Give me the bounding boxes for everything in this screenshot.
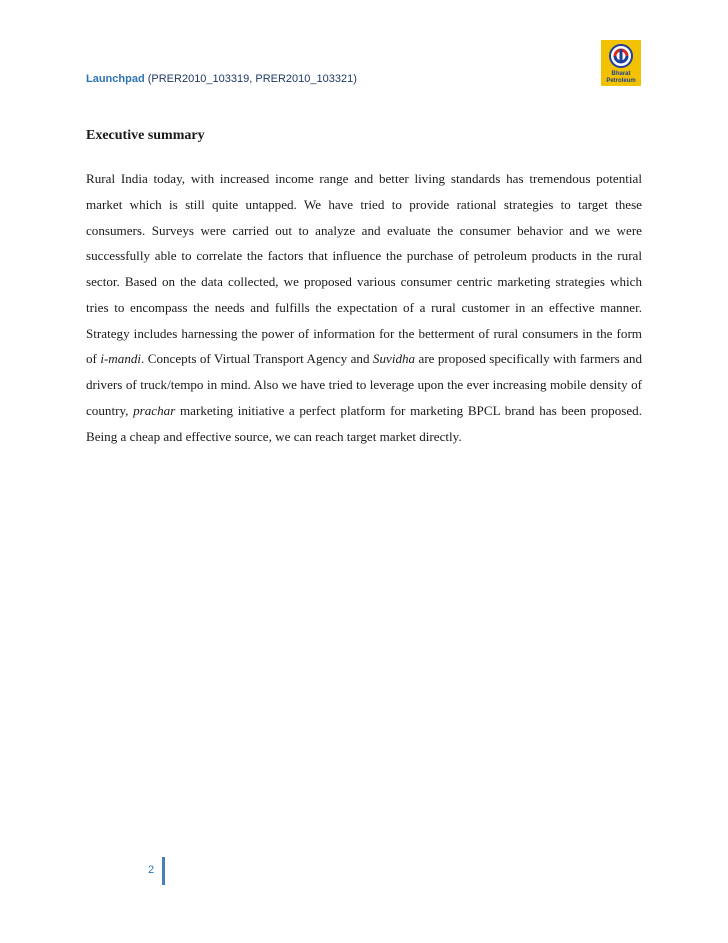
header-brand: Launchpad xyxy=(86,73,145,85)
term-suvidha: Suvidha xyxy=(372,351,416,367)
executive-summary-paragraph xyxy=(86,166,642,449)
paragraph-part-2: . Concepts of Virtual Transport Agency and xyxy=(141,351,373,367)
paragraph-part-3: are proposed specifically with farmers and drivers of truck/tempo in mind. Also we have tried to leverage upon the ever increasing mobile density of country, xyxy=(86,351,642,418)
logo-text-line2: Petroleum xyxy=(606,78,636,84)
bharat-petroleum-logo xyxy=(601,40,641,86)
logo-text-line1: Bharat xyxy=(611,71,631,77)
term-i-mandi: i-mandi xyxy=(100,351,142,367)
section-title: Executive summary xyxy=(86,128,205,143)
term-prachar: prachar xyxy=(133,402,176,418)
page-header xyxy=(86,73,357,85)
paragraph-part-4: marketing initiative a perfect platform for marketing BPCL brand has been proposed. Being a cheap and effective source, we can reach target market directly. xyxy=(86,402,642,444)
paragraph-part-1: Rural India today, with increased income range and better living standards has tremendous potential market which is still quite untapped. We have tried to provide rational strategies to target these consumers. Surveys were carried out to analyze and evaluate the consumer behavior and we were successfully able to correlate the factors that influence the purchase of petroleum products in the rural sector. Based on the data collected, we proposed various consumer centric marketing strategies which tries to encompass the needs and fulfills the expectation of a rural customer in an effective manner. Strategy includes harnessing the power of information for the betterment of rural consumers in the form of xyxy=(86,171,642,367)
header-ids: (PRER2010_103319, PRER2010_103321) xyxy=(147,73,357,85)
footer-divider xyxy=(162,857,165,885)
page-number: 2 xyxy=(148,864,155,876)
